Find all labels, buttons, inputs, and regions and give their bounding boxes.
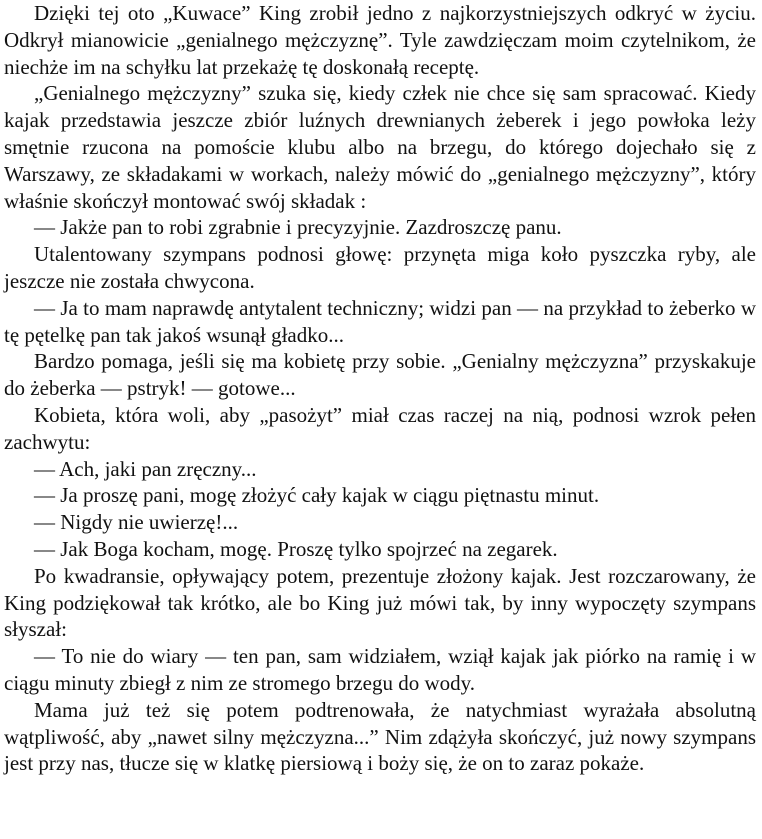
paragraph: Mama już też się potem podtrenowała, że natychmiast wyrażała absolutną wątpliwość, aby „nawet silny mężczyzna...” Nim zdążyła skończyć, już nowy szympans jest przy nas, tłucze się w klatkę piersiową i boży się, że on to zaraz pokaże. (4, 697, 756, 776)
paragraph: — Nigdy nie uwierzę!... (34, 510, 239, 535)
paragraph: — To nie do wiary — ten pan, sam widziałem, wziął kajak jak piórko na ramię i w ciągu minuty zbiegł z nim ze stromego brzegu do wody. (4, 644, 756, 695)
paragraph: — Ach, jaki pan zręczny... (34, 456, 257, 481)
paragraph: Dzięki tej oto „Kuwace” King zrobił jedno z najkorzystniejszych odkryć w życiu. Odkrył mianowicie „genialnego mężczyznę”. Tyle zawdzięczam moim czytelnikom, że niechże im na schyłku lat przekażę tę doskonałą receptę. (4, 1, 756, 79)
paragraph: — Ja to mam naprawdę antytalent techniczny; widzi pan — na przykład to żeberko w tę pętelkę pan tak jakoś wsunął gładko... (4, 295, 756, 347)
paragraph: Po kwadransie, opływający potem, prezentuje złożony kajak. Jest rozczarowany, że King podziękował tak krótko, ale bo King już mówi tak, by inny wypoczęty szympans słyszał: (4, 563, 756, 642)
paragraph: — Ja proszę pani, mogę złożyć cały kajak w ciągu piętnastu minut. (34, 483, 600, 508)
paragraph: — Jakże pan to robi zgrabnie i precyzyjnie. Zazdroszczę panu. (34, 215, 562, 240)
paragraph: — Jak Boga kocham, mogę. Proszę tylko spojrzeć na zegarek. (34, 536, 558, 561)
paragraph: Bardzo pomaga, jeśli się ma kobietę przy sobie. „Genialny mężczyzna” przyskakuje do żeberka — pstryk! — gotowe... (4, 349, 756, 401)
paragraph: Utalentowany szympans podnosi głowę: przynęta miga koło pyszczka ryby, ale jeszcze nie została chwycona. (4, 242, 756, 293)
document-body (4, 0, 756, 777)
paragraph: Kobieta, która woli, aby „pasożyt” miał czas raczej na nią, podnosi wzrok pełen zachwytu: (4, 402, 756, 454)
paragraph: „Genialnego mężczyzny” szuka się, kiedy człek nie chce się sam spracować. Kiedy kajak przedstawia jeszcze zbiór luźnych drewnianych żeberek i jego powłoka leży smętnie rzucona na pomoście klubu albo na brzegu, do którego dojechało się z Warszawy, ze składakami w workach, należy mówić do „genialnego mężczyzny”, który właśnie skończył montować swój składak : (4, 81, 756, 213)
